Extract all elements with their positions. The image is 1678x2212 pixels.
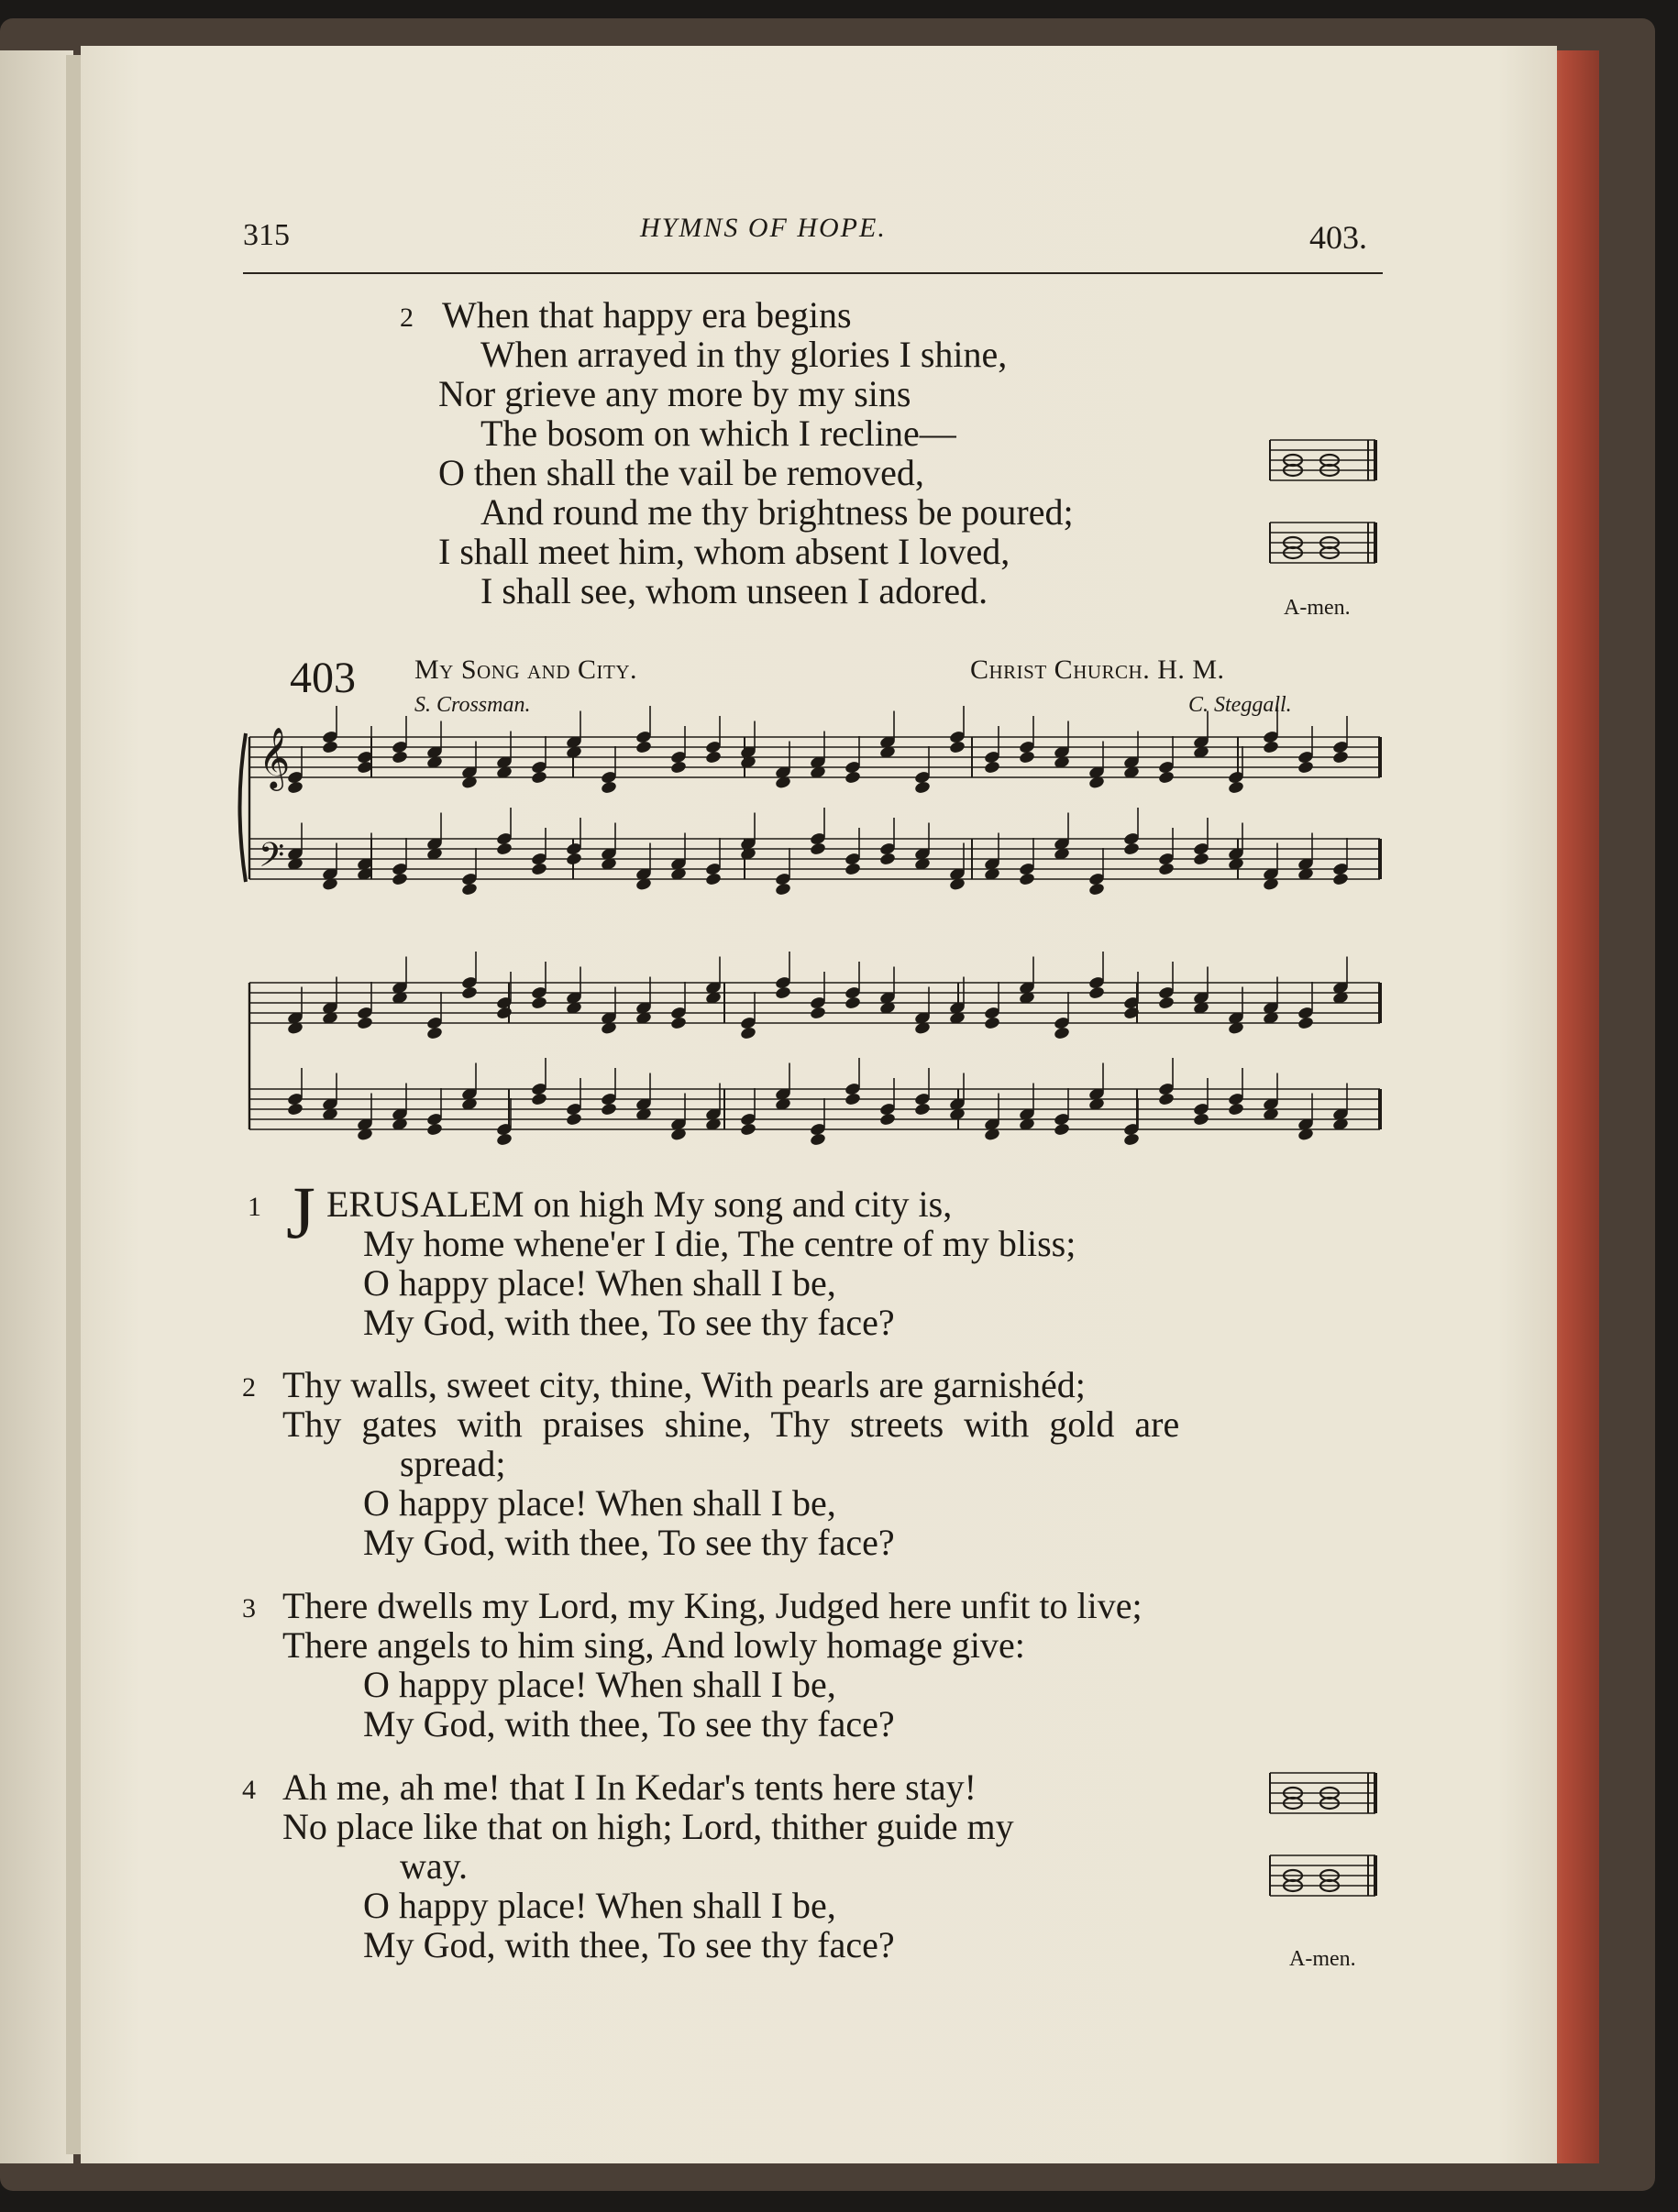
prev-verse-line: The bosom on which I recline—	[480, 413, 956, 454]
tune-name: Christ Church. H. M.	[970, 655, 1225, 685]
verse-line: way.	[400, 1845, 469, 1887]
verse-number: 2	[242, 1372, 256, 1403]
amen-label: A-men.	[1284, 596, 1351, 620]
prev-verse-line: When that happy era begins	[442, 294, 852, 336]
verse-line: My God, with thee, To see thy face?	[363, 1924, 895, 1965]
composer: C. Steggall.	[1188, 693, 1292, 717]
verse-line: My God, with thee, To see thy face?	[363, 1302, 895, 1343]
left-page	[0, 50, 73, 2163]
verse-line: There angels to him sing, And lowly homage give:	[282, 1624, 1025, 1666]
prev-verse-line: O then shall the vail be removed,	[438, 452, 924, 493]
verse-line: My God, with thee, To see thy face?	[363, 1522, 895, 1563]
prev-verse-line: Nor grieve any more by my sins	[438, 373, 911, 414]
treble-clef-icon: 𝄞	[259, 726, 291, 788]
verse-line: O happy place! When shall I be,	[363, 1885, 836, 1926]
verse-number: 4	[242, 1775, 256, 1805]
verse-line: My God, with thee, To see thy face?	[363, 1703, 895, 1744]
header-hymn-number: 403.	[1309, 219, 1367, 256]
drop-cap: J	[286, 1171, 315, 1254]
bass-clef-icon: 𝄢	[259, 836, 285, 883]
verse-line: My home whene'er I die, The centre of my bliss;	[363, 1223, 1076, 1264]
prev-verse-number: 2	[400, 303, 414, 333]
verse-line: Ah me, ah me! that I In Kedar's tents here stay!	[282, 1766, 977, 1808]
verse-line: Thy gates with praises shine, Thy streets with gold are	[282, 1403, 1180, 1445]
running-title: HYMNS OF HOPE.	[640, 213, 887, 243]
verse-line: There dwells my Lord, my King, Judged here unfit to live;	[282, 1585, 1143, 1626]
verse-line: O happy place! When shall I be,	[363, 1482, 836, 1524]
verse-line: spread;	[400, 1443, 506, 1484]
hymn-number: 403	[290, 654, 356, 702]
author: S. Crossman.	[414, 693, 531, 717]
prev-verse-line: I shall meet him, whom absent I loved,	[438, 531, 1010, 572]
page-number: 315	[243, 218, 290, 252]
hymn-title: My Song and City.	[414, 655, 638, 685]
prev-verse-line: When arrayed in thy glories I shine,	[480, 334, 1008, 375]
verse-line: O happy place! When shall I be,	[363, 1262, 836, 1304]
verse-line: O happy place! When shall I be,	[363, 1664, 836, 1705]
prev-verse-line: And round me thy brightness be poured;	[480, 491, 1074, 533]
verse-line: No place like that on high; Lord, thither guide my	[282, 1806, 1014, 1847]
verse-line: ERUSALEM on high My song and city is,	[326, 1183, 953, 1225]
verse-number: 1	[248, 1192, 261, 1222]
prev-verse-line: I shall see, whom unseen I adored.	[480, 570, 988, 611]
verse-number: 3	[242, 1593, 256, 1623]
amen-label: A-men.	[1289, 1947, 1356, 1971]
verse-line: Thy walls, sweet city, thine, With pearls are garnishéd;	[282, 1364, 1086, 1405]
